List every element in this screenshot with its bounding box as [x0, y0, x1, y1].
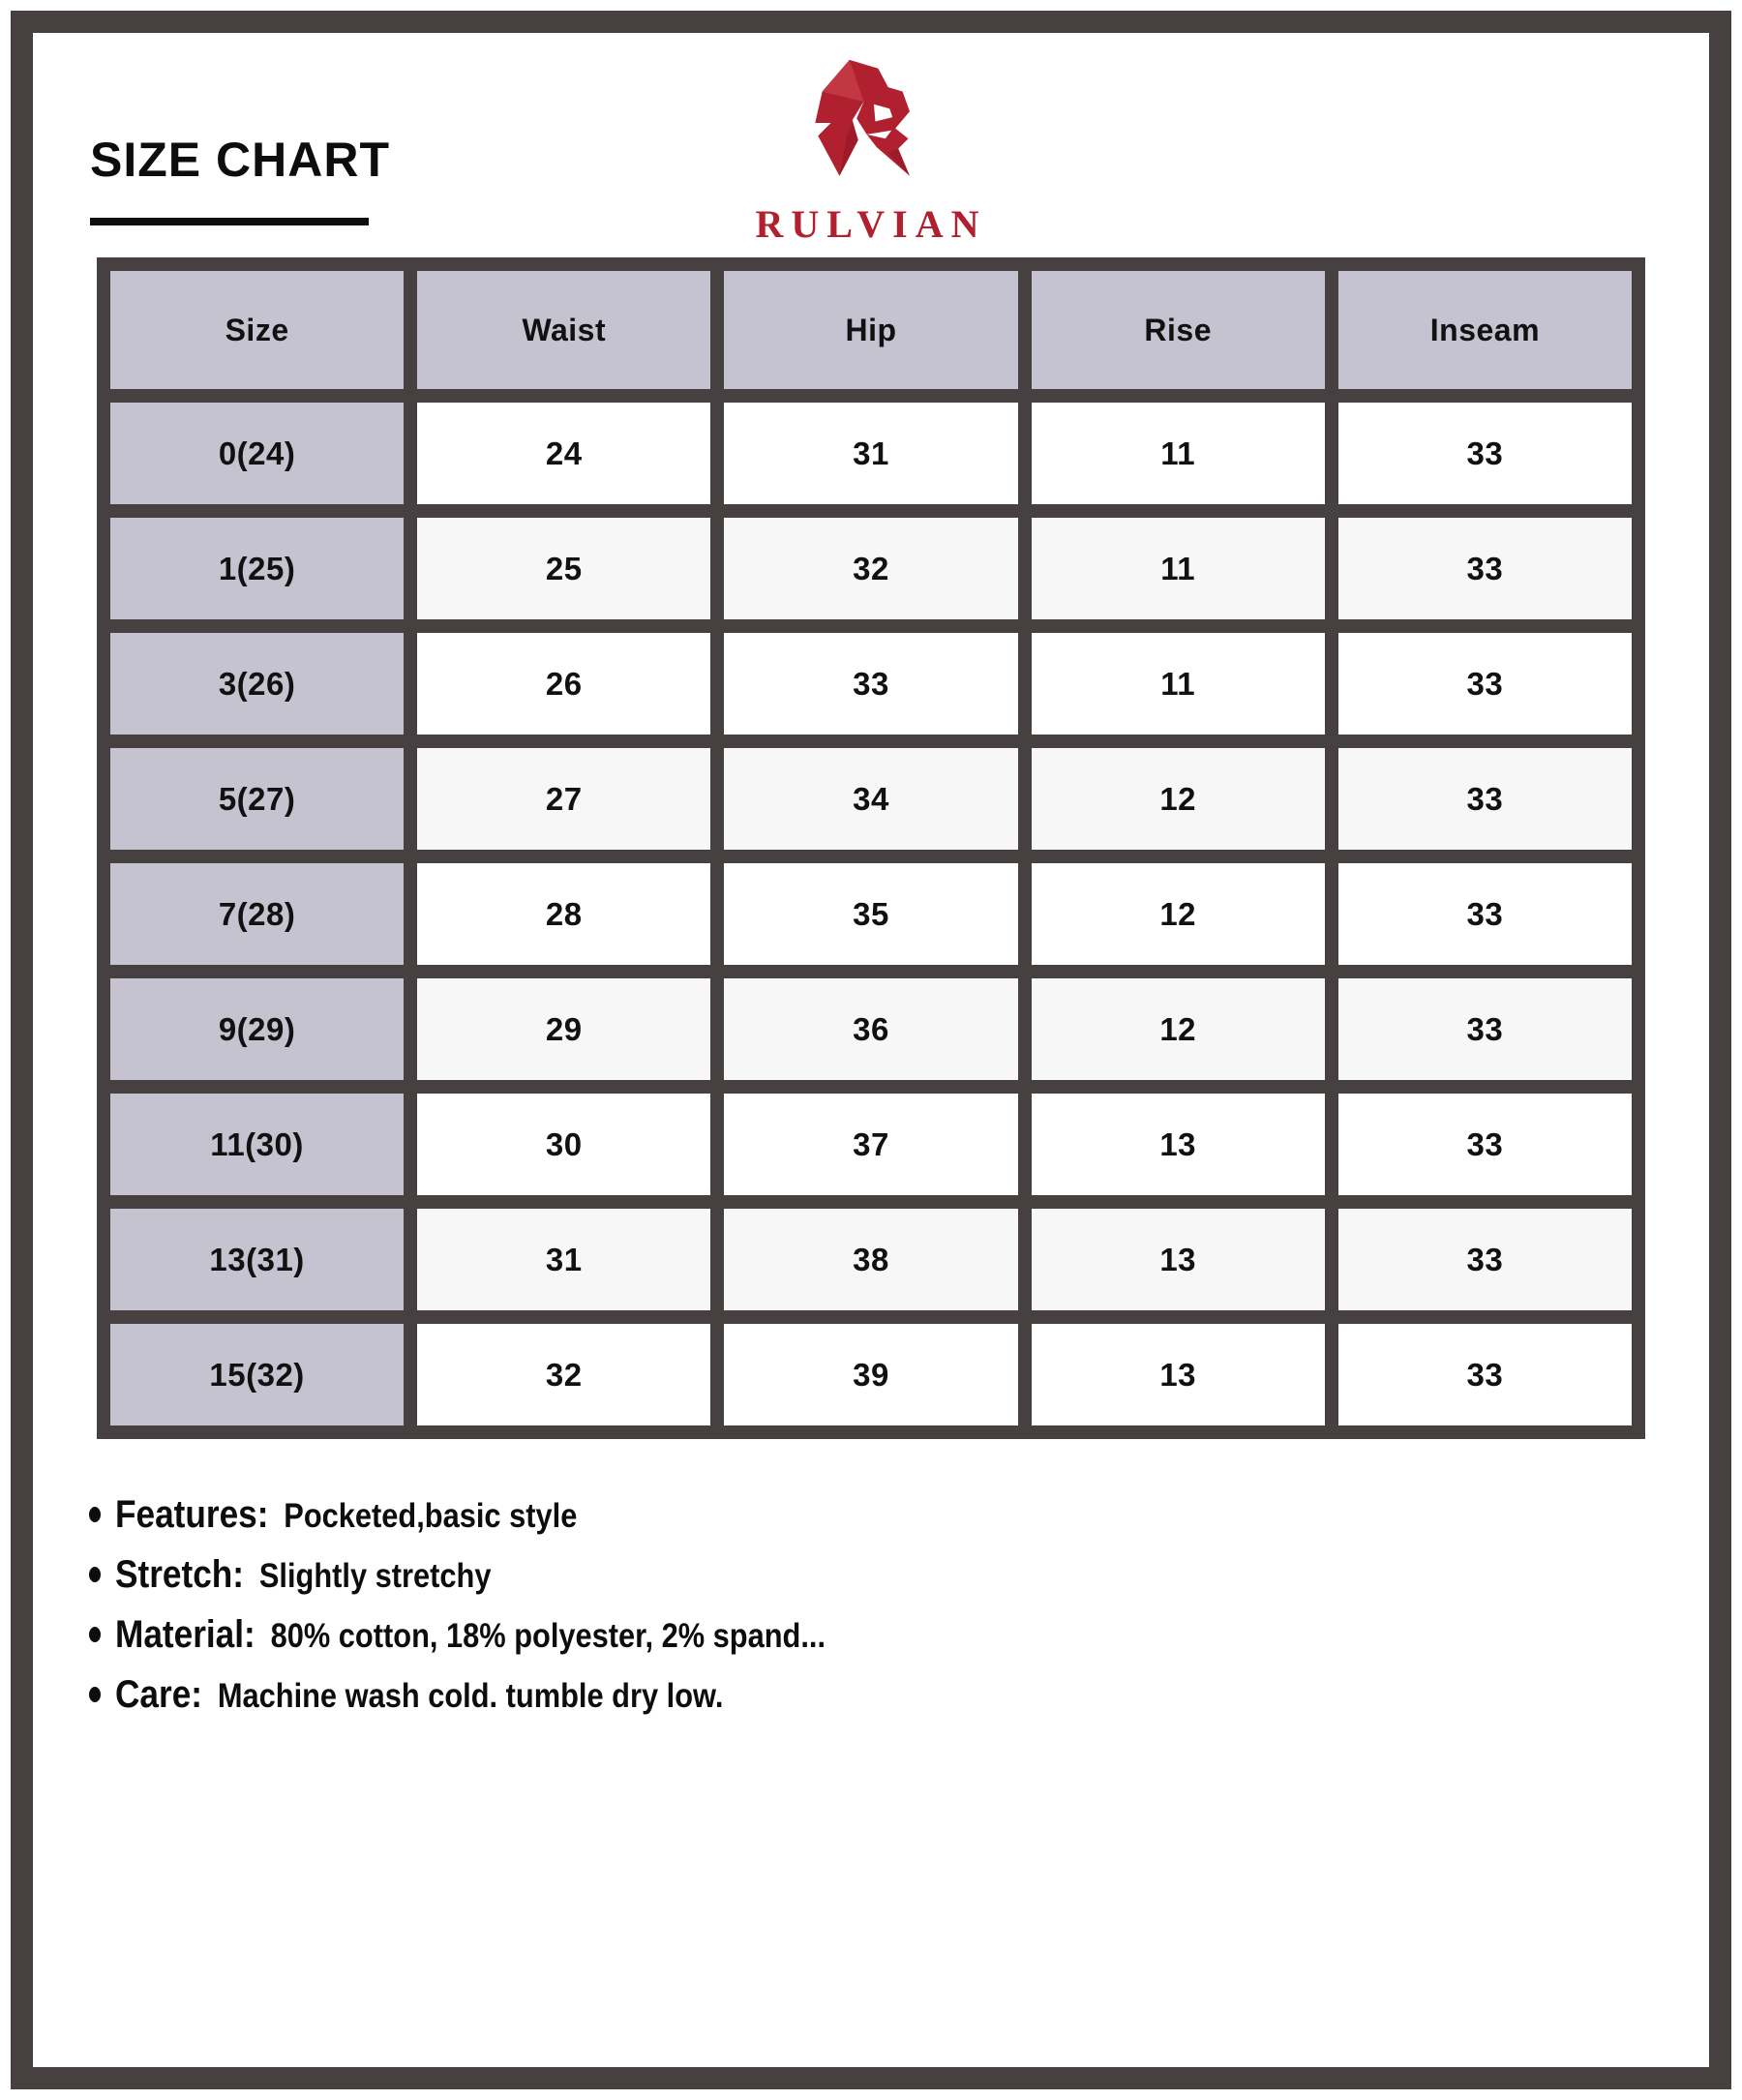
measurement-cell: 33: [1338, 1324, 1632, 1425]
measurement-cell: 27: [417, 748, 710, 850]
size-cell: 15(32): [110, 1324, 404, 1425]
detail-value: Slightly stretchy: [258, 1556, 492, 1595]
measurement-cell: 12: [1032, 978, 1325, 1080]
size-cell: 13(31): [110, 1209, 404, 1310]
measurement-cell: 34: [724, 748, 1017, 850]
measurement-cell: 30: [417, 1094, 710, 1195]
measurement-cell: 35: [724, 863, 1017, 965]
bullet-icon: [89, 1687, 101, 1702]
measurement-cell: 12: [1032, 748, 1325, 850]
column-header-hip: Hip: [724, 271, 1017, 389]
measurement-cell: 33: [1338, 633, 1632, 735]
bullet-icon: [89, 1507, 101, 1522]
column-header-inseam: Inseam: [1338, 271, 1632, 389]
measurement-cell: 13: [1032, 1324, 1325, 1425]
title-underline: [90, 218, 369, 225]
size-cell: 7(28): [110, 863, 404, 965]
bullet-icon: [89, 1627, 101, 1642]
measurement-cell: 24: [417, 403, 710, 504]
size-table: [97, 257, 1645, 1439]
measurement-cell: 33: [1338, 748, 1632, 850]
measurement-cell: 31: [417, 1209, 710, 1310]
measurement-cell: 38: [724, 1209, 1017, 1310]
measurement-cell: 11: [1032, 518, 1325, 619]
rulvian-r-logo-icon: [799, 46, 943, 199]
measurement-cell: 29: [417, 978, 710, 1080]
measurement-cell: 26: [417, 633, 710, 735]
detail-item-care: [89, 1672, 922, 1717]
detail-item-features: [89, 1492, 922, 1537]
detail-value: Machine wash cold. tumble dry low.: [217, 1676, 724, 1715]
title-block: [90, 134, 390, 225]
column-header-waist: Waist: [417, 271, 710, 389]
detail-value: 80% cotton, 18% polyester, 2% spand...: [270, 1616, 826, 1655]
page-title: SIZE CHART: [90, 133, 390, 187]
measurement-cell: 33: [1338, 863, 1632, 965]
measurement-cell: 11: [1032, 403, 1325, 504]
measurement-cell: 13: [1032, 1209, 1325, 1310]
product-details-list: [89, 1492, 922, 1732]
measurement-cell: 33: [724, 633, 1017, 735]
measurement-cell: 36: [724, 978, 1017, 1080]
detail-value: Pocketed,basic style: [284, 1496, 578, 1535]
column-header-rise: Rise: [1032, 271, 1325, 389]
measurement-cell: 32: [417, 1324, 710, 1425]
measurement-cell: 33: [1338, 518, 1632, 619]
measurement-cell: 37: [724, 1094, 1017, 1195]
detail-label: Care:: [115, 1672, 202, 1716]
measurement-cell: 39: [724, 1324, 1017, 1425]
size-cell: 0(24): [110, 403, 404, 504]
size-cell: 3(26): [110, 633, 404, 735]
measurement-cell: 12: [1032, 863, 1325, 965]
size-cell: 9(29): [110, 978, 404, 1080]
brand-logo: [706, 46, 1036, 247]
detail-item-stretch: [89, 1552, 922, 1597]
size-cell: 1(25): [110, 518, 404, 619]
measurement-cell: 33: [1338, 403, 1632, 504]
measurement-cell: 32: [724, 518, 1017, 619]
brand-name: RULVIAN: [755, 202, 987, 246]
measurement-cell: 28: [417, 863, 710, 965]
measurement-cell: 11: [1032, 633, 1325, 735]
measurement-cell: 31: [724, 403, 1017, 504]
measurement-cell: 13: [1032, 1094, 1325, 1195]
size-cell: 11(30): [110, 1094, 404, 1195]
measurement-cell: 25: [417, 518, 710, 619]
detail-label: Material:: [115, 1612, 255, 1656]
detail-label: Features:: [115, 1492, 269, 1536]
detail-item-material: [89, 1612, 922, 1657]
measurement-cell: 33: [1338, 978, 1632, 1080]
detail-label: Stretch:: [115, 1552, 245, 1596]
column-header-size: Size: [110, 271, 404, 389]
size-cell: 5(27): [110, 748, 404, 850]
bullet-icon: [89, 1567, 101, 1582]
measurement-cell: 33: [1338, 1094, 1632, 1195]
measurement-cell: 33: [1338, 1209, 1632, 1310]
